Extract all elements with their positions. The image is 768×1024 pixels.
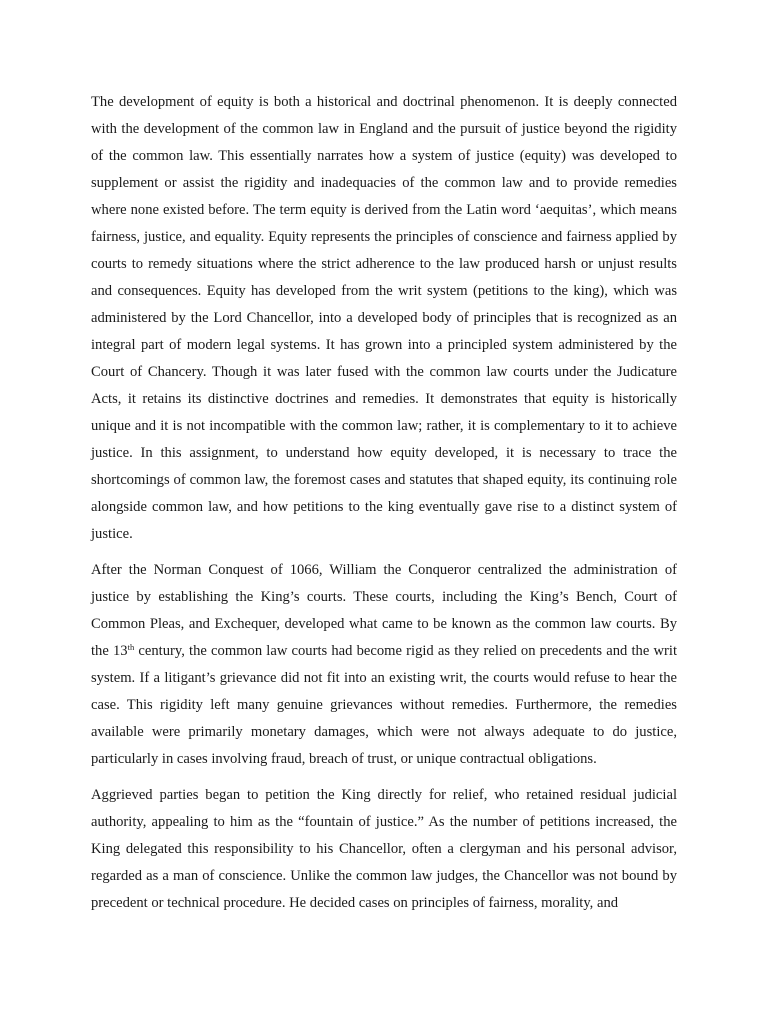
- paragraph-petitions: Aggrieved parties began to petition the King directly for relief, who retained residual judicial authority, appealing to him as the “fountain of justice.” As the number of petitions increased, the King delegated this responsibility to his Chancellor, often a clergyman and his personal advisor, regarded as a man of conscience. Unlike the common law judges, the Chancellor was not bound by precedent or technical procedure. He decided cases on principles of fairness, morality, and: [91, 787, 677, 911]
- ordinal-superscript: th: [127, 642, 135, 652]
- paragraph-introduction: The development of equity is both a historical and doctrinal phenomenon. It is deeply connected with the development of the common law in England and the pursuit of justice beyond the rigidity of the common law. This essentially narrates how a system of justice (equity) was developed to supplement or assist the rigidity and inadequacies of the common law and to provide remedies where none existed before. The term equity is derived from the Latin word ‘aequitas’, which means fairness, justice, and equality. Equity represents the principles of conscience and fairness applied by courts to remedy situations where the strict adherence to the law produced harsh or unjust results and consequences. Equity has developed from the writ system (petitions to the king), which was administered by the Lord Chancellor, into a developed body of principles that is recognized as an integral part of modern legal systems. It has grown into a principled system administered by the Court of Chancery. Though it was later fused with the common law courts under the Judicature Acts, it retains its distinctive doctrines and remedies. It demonstrates that equity is historically unique and it is not incompatible with the common law; rather, it is complementary to it to achieve justice. In this assignment, to understand how equity developed, it is necessary to trace the shortcomings of common law, the foremost cases and statutes that shaped equity, its continuing role alongside common law, and how petitions to the king eventually gave rise to a distinct system of justice.: [91, 94, 677, 542]
- paragraph-text-part: After the Norman Conquest of 1066, William the Conqueror centralized the administration of justice by establishing the King’s courts. These courts, including the King’s Bench, Court of Common Pleas, and Exchequer, developed what came to be known as the common law courts. By the 13: [91, 562, 677, 659]
- paragraph-text-part: century, the common law courts had become rigid as they relied on precedents and the writ system. If a litigant’s grievance did not fit into an existing writ, the courts would refuse to hear the case. This rigidity left many genuine grievances without remedies. Furthermore, the remedies available were primarily monetary damages, which were not always adequate to do justice, particularly in cases involving fraud, breach of trust, or unique contractual obligations.: [91, 643, 677, 767]
- paragraph-norman-conquest: [91, 557, 677, 773]
- document-page: [91, 89, 677, 926]
